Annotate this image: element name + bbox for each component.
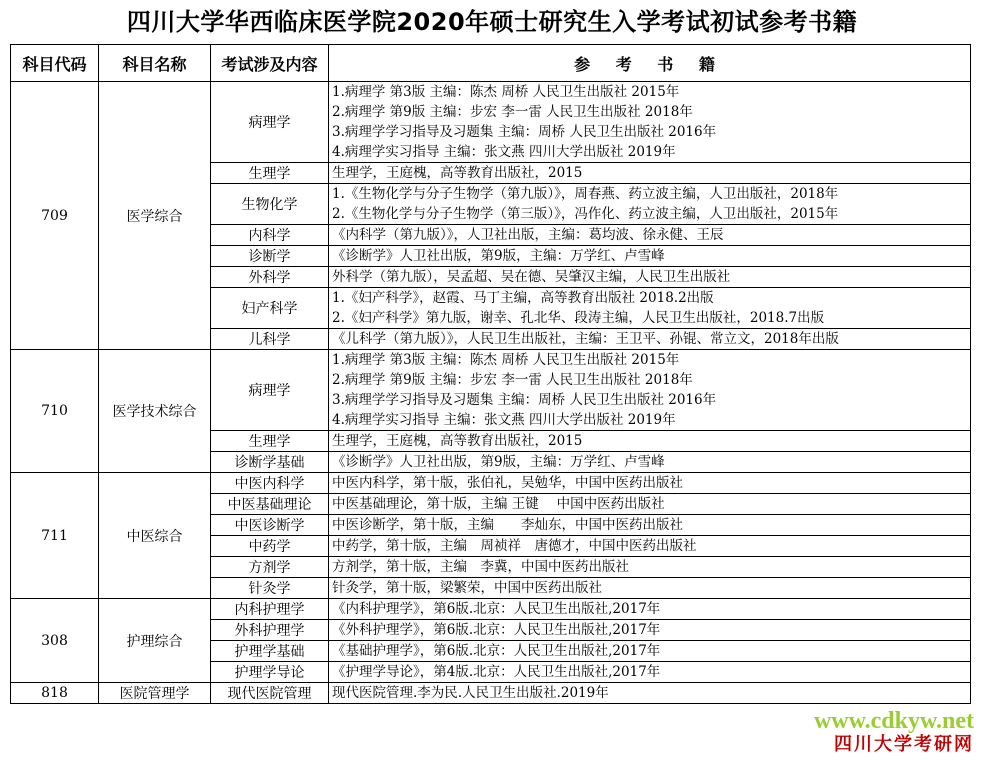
reference-books-cell — [329, 641, 971, 662]
exam-topic-cell: 中医基础理论 — [211, 494, 329, 515]
reference-book-entry: 中医基础理论，第十版，主编 王键 中国中医药出版社 — [332, 496, 665, 512]
table-body — [11, 82, 971, 704]
reference-book-entry: 中医内科学，第十版，张伯礼，吴勉华，中国中医药出版社 — [332, 475, 683, 491]
reference-book-entry: 3.病理学学习指导及习题集 主编：周桥 人民卫生出版社 2016年 — [332, 392, 717, 408]
reference-book-entry: 1.病理学 第3版 主编：陈杰 周桥 人民卫生出版社 2015年 — [332, 352, 680, 368]
table-row — [11, 683, 971, 704]
exam-topic-cell: 生理学 — [211, 163, 329, 184]
reference-book-entry: 《基础护理学》，第6版.北京：人民卫生出版社,2017年 — [332, 643, 661, 659]
reference-books-cell — [329, 536, 971, 557]
exam-topic-cell: 外科学 — [211, 267, 329, 288]
exam-topic-cell: 内科学 — [211, 225, 329, 246]
reference-book-entry: 外科学（第九版），吴孟超、吴在德、吴肇汉主编，人民卫生出版社 — [332, 269, 731, 285]
reference-books-cell — [329, 246, 971, 267]
reference-book-entry: 1.《生物化学与分子生物学（第九版）》，周春燕、药立波主编，人卫出版社，2018年 — [332, 186, 839, 202]
subject-name-cell: 护理综合 — [99, 599, 211, 683]
reference-books-cell — [329, 329, 971, 350]
exam-topic-cell: 内科护理学 — [211, 599, 329, 620]
exam-topic-cell: 诊断学 — [211, 246, 329, 267]
reference-book-entry: 4.病理学实习指导 主编：张文燕 四川大学出版社 2019年 — [332, 412, 676, 428]
subject-code-cell: 709 — [11, 82, 99, 350]
exam-topic-cell: 生物化学 — [211, 184, 329, 225]
reference-book-table — [10, 44, 971, 704]
subject-code-cell: 710 — [11, 350, 99, 473]
reference-book-entry: 《诊断学》人卫社出版，第9版，主编：万学红、卢雪峰 — [332, 454, 665, 470]
reference-book-entry: 《儿科学（第九版）》，人民卫生出版社，主编：王卫平、孙锟、常立文，2018年出版 — [332, 331, 839, 347]
table-header-row — [11, 45, 971, 82]
reference-books-cell — [329, 267, 971, 288]
page-title: 四川大学华西临床医学院2020年硕士研究生入学考试初试参考书籍 — [126, 8, 858, 36]
exam-topic-cell: 护理学导论 — [211, 662, 329, 683]
watermark — [814, 708, 974, 756]
reference-book-entry: 2.《妇产科学》第九版，谢幸、孔北华、段涛主编，人民卫生出版社，2018.7出版 — [332, 310, 825, 326]
header-reference-books: 参 考 书 籍 — [329, 45, 971, 82]
exam-topic-cell: 妇产科学 — [211, 288, 329, 329]
exam-topic-cell: 儿科学 — [211, 329, 329, 350]
reference-books-cell — [329, 288, 971, 329]
reference-books-cell — [329, 683, 971, 704]
reference-book-entry: 生理学，王庭槐，高等教育出版社，2015 — [332, 165, 583, 181]
reference-book-entry: 《诊断学》人卫社出版，第9版，主编：万学红、卢雪峰 — [332, 248, 665, 264]
exam-topic-cell: 中医诊断学 — [211, 515, 329, 536]
exam-topic-cell: 针灸学 — [211, 578, 329, 599]
table-row — [11, 350, 971, 431]
reference-books-cell — [329, 578, 971, 599]
exam-topic-cell: 护理学基础 — [211, 641, 329, 662]
reference-book-entry: 《护理学导论》，第4版.北京：人民卫生出版社,2017年 — [332, 664, 661, 680]
reference-books-cell — [329, 599, 971, 620]
reference-book-entry: 2.病理学 第9版 主编：步宏 李一雷 人民卫生出版社 2018年 — [332, 104, 693, 120]
reference-books-cell — [329, 473, 971, 494]
reference-books-cell — [329, 82, 971, 163]
subject-code-cell: 818 — [11, 683, 99, 704]
reference-book-entry: 1.《妇产科学》，赵霞、马丁主编，高等教育出版社 2018.2出版 — [332, 290, 714, 306]
subject-code-cell: 711 — [11, 473, 99, 599]
reference-book-entry: 方剂学，第十版，主编 李冀，中国中医药出版社 — [332, 559, 629, 575]
reference-book-entry: 4.病理学实习指导 主编：张文燕 四川大学出版社 2019年 — [332, 144, 676, 160]
reference-book-entry: 《内科学（第九版）》，人卫社出版，主编：葛均波、徐永健、王辰 — [332, 227, 724, 243]
exam-topic-cell: 中药学 — [211, 536, 329, 557]
reference-books-cell — [329, 163, 971, 184]
reference-book-entry: 中医诊断学，第十版，主编 李灿东，中国中医药出版社 — [332, 517, 683, 533]
reference-book-entry: 1.病理学 第3版 主编：陈杰 周桥 人民卫生出版社 2015年 — [332, 84, 680, 100]
reference-book-entry: 现代医院管理.李为民.人民卫生出版社.2019年 — [332, 685, 609, 701]
reference-book-entry: 《内科护理学》，第6版.北京：人民卫生出版社,2017年 — [332, 601, 661, 617]
subject-name-cell: 医学综合 — [99, 82, 211, 350]
reference-book-entry: 2.《生物化学与分子生物学（第三版）》，冯作化、药立波主编，人卫出版社，2015年 — [332, 206, 839, 222]
reference-books-cell — [329, 225, 971, 246]
exam-topic-cell: 病理学 — [211, 350, 329, 431]
reference-books-cell — [329, 350, 971, 431]
subject-code-cell: 308 — [11, 599, 99, 683]
reference-book-entry: 生理学，王庭槐，高等教育出版社，2015 — [332, 433, 583, 449]
exam-topic-cell: 诊断学基础 — [211, 452, 329, 473]
subject-name-cell: 医院管理学 — [99, 683, 211, 704]
watermark-site-name: 四川大学考研网 — [834, 734, 974, 755]
header-subject-code: 科目代码 — [11, 45, 99, 82]
reference-books-cell — [329, 662, 971, 683]
reference-books-cell — [329, 184, 971, 225]
reference-books-cell — [329, 452, 971, 473]
reference-book-entry: 3.病理学学习指导及习题集 主编：周桥 人民卫生出版社 2016年 — [332, 124, 717, 140]
exam-topic-cell: 病理学 — [211, 82, 329, 163]
exam-topic-cell: 方剂学 — [211, 557, 329, 578]
reference-books-cell — [329, 557, 971, 578]
table-row — [11, 82, 971, 163]
table-row — [11, 473, 971, 494]
watermark-url: www.cdkyw.net — [813, 708, 974, 734]
header-subject-name: 科目名称 — [99, 45, 211, 82]
reference-books-cell — [329, 620, 971, 641]
reference-book-entry: 2.病理学 第9版 主编：步宏 李一雷 人民卫生出版社 2018年 — [332, 372, 693, 388]
subject-name-cell: 中医综合 — [99, 473, 211, 599]
reference-books-cell — [329, 515, 971, 536]
exam-topic-cell: 现代医院管理 — [211, 683, 329, 704]
reference-books-cell — [329, 431, 971, 452]
table-row — [11, 599, 971, 620]
header-exam-content: 考试涉及内容 — [211, 45, 329, 82]
exam-topic-cell: 中医内科学 — [211, 473, 329, 494]
reference-books-cell — [329, 494, 971, 515]
subject-name-cell: 医学技术综合 — [99, 350, 211, 473]
exam-topic-cell: 外科护理学 — [211, 620, 329, 641]
reference-book-entry: 中药学，第十版，主编 周祯祥 唐德才，中国中医药出版社 — [332, 538, 697, 554]
reference-book-entry: 针灸学，第十版，梁繁荣，中国中医药出版社 — [332, 580, 602, 596]
exam-topic-cell: 生理学 — [211, 431, 329, 452]
reference-book-entry: 《外科护理学》，第6版.北京：人民卫生出版社,2017年 — [332, 622, 661, 638]
